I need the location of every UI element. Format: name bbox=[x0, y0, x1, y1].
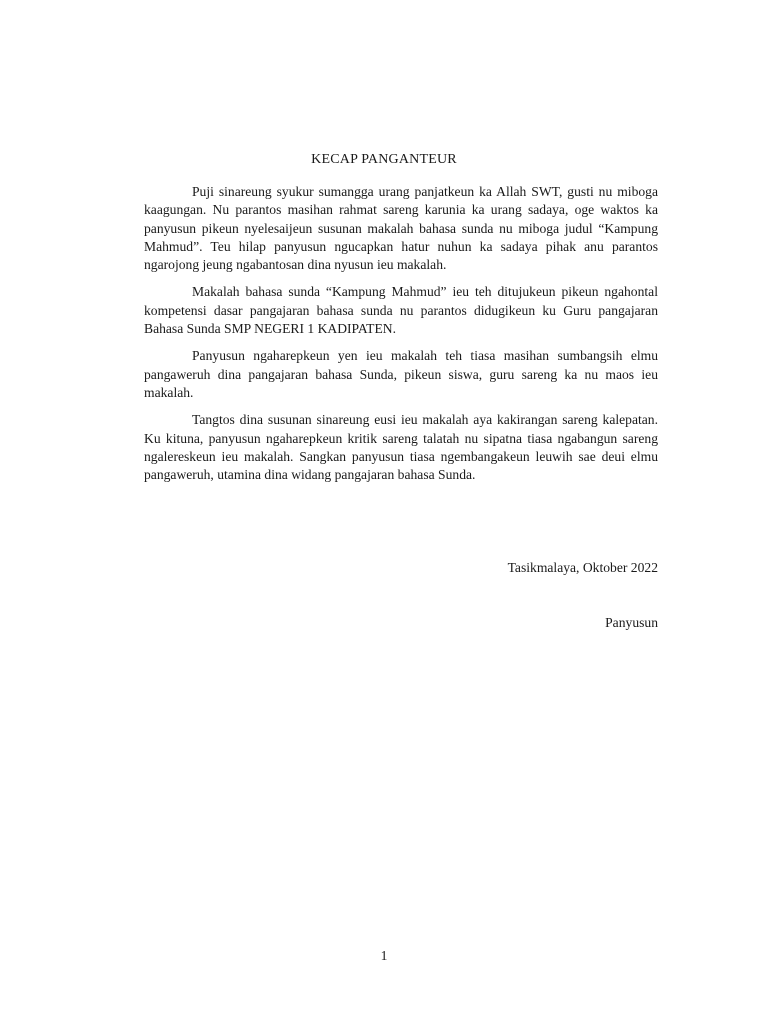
author-signature: Panyusun bbox=[605, 615, 658, 630]
page-title: KECAP PANGANTEUR bbox=[311, 152, 457, 167]
page-number: 1 bbox=[380, 948, 388, 963]
paragraph-2: Makalah bahasa sunda “Kampung Mahmud” ieu teh ditujukeun pikeun ngahontal kompetensi dasar pangajaran bahasa sunda nu parantos didugikeun ku Guru pangajaran Bahasa Sunda SMP NEGERI 1 KADIPATEN. bbox=[144, 284, 658, 337]
paragraph-3: Panyusun ngaharepkeun yen ieu makalah teh tiasa masihan sumbangsih elmu pangaweruh dina pangajaran bahasa Sunda, pikeun siswa, guru sareng ka nu maos ieu makalah. bbox=[144, 348, 658, 400]
document-body bbox=[144, 183, 658, 493]
paragraph-1: Puji sinareung syukur sumangga urang panjatkeun ka Allah SWT, gusti nu miboga kaagungan. Nu parantos masihan rahmat sareng karunia ka urang sadaya, oge waktos ka panyusun pikeun nyelesaijeun susunan makalah bahasa sunda nu miboga judul “Kampung Mahmud”. Teu hilap panyusun ngucapkan hatur nuhun ka sadaya pihak anu parantos ngarojong jeung ngabantosan dina nyusun ieu makalah. bbox=[144, 184, 658, 273]
place-date: Tasikmalaya, Oktober 2022 bbox=[507, 560, 658, 575]
paragraph-4: Tangtos dina susunan sinareung eusi ieu makalah aya kakirangan sareng kalepatan. Ku kituna, panyusun ngaharepkeun kritik sareng talatah nu sipatna tiasa ngabangun sareng ngalereskeun ieu makalah. Sangkan panyusun tiasa ngembangakeun leuwih sae deui elmu pangaweruh, utamina dina widang pangajaran bahasa Sunda. bbox=[144, 412, 658, 483]
